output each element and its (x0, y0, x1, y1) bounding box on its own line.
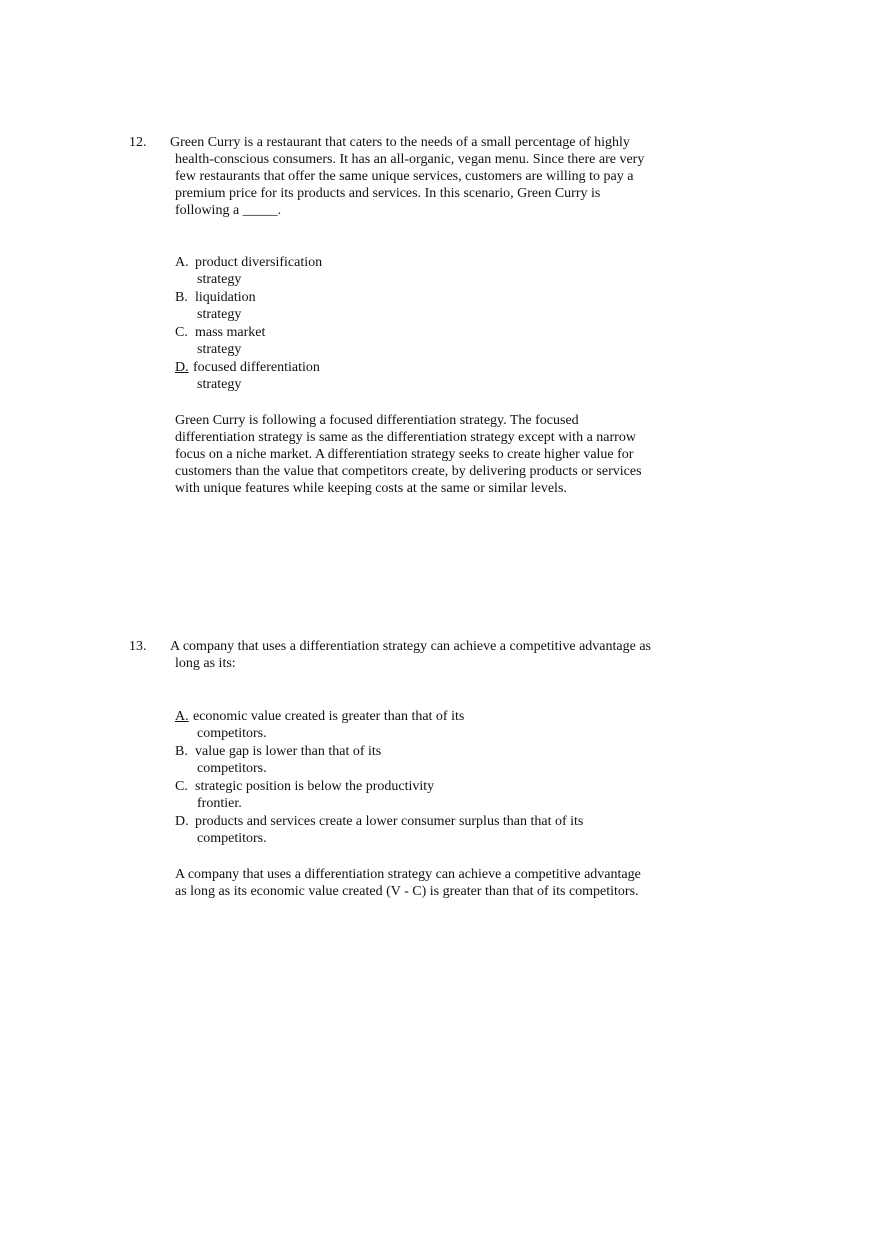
option-text-continued: strategy (197, 307, 242, 322)
option-text-continued: competitors. (197, 726, 267, 741)
option-d (175, 359, 655, 393)
option-letter: A. (175, 255, 189, 270)
option-text: liquidation (195, 290, 256, 305)
answer-explanation: Green Curry is following a focused differentiation strategy. The focused differentiation strategy is same as the differentiation strategy except with a narrow focus on a niche market. A differentiation strategy seeks to create higher value for customers than the value that competitors create, by delivering products or services with unique features while keeping costs at the same or similar levels. (175, 413, 642, 496)
option-a (175, 254, 655, 288)
correct-option-letter: A. (175, 709, 189, 724)
option-d (175, 813, 655, 847)
option-text-continued: strategy (197, 377, 242, 392)
option-text-continued: strategy (197, 272, 242, 287)
option-a (175, 708, 655, 742)
option-letter: C. (175, 325, 188, 340)
correct-option-letter: D. (175, 360, 189, 375)
option-letter: B. (175, 744, 188, 759)
option-text: economic value created is greater than that of its (193, 709, 465, 724)
question-number: 13. (129, 639, 147, 654)
option-text: strategic position is below the productivity (195, 779, 435, 794)
option-text-continued: strategy (197, 342, 242, 357)
question-stem: Green Curry is a restaurant that caters to the needs of a small percentage of highly health-conscious consumers. It has an all-organic, vegan menu. Since there are very few restaurants that offer the same unique services, customers are willing to pay a premium price for its products and services. In this scenario, Green Curry is following a _____. (170, 135, 645, 218)
option-b (175, 743, 655, 777)
option-text: value gap is lower than that of its (195, 744, 382, 759)
option-text: mass market (195, 325, 266, 340)
option-text: products and services create a lower consumer surplus than that of its (195, 814, 584, 829)
option-text: product diversification (195, 255, 323, 270)
answer-explanation: A company that uses a differentiation strategy can achieve a competitive advantage as long as its economic value created (V - C) is greater than that of its competitors. (175, 867, 641, 899)
option-letter: B. (175, 290, 188, 305)
option-text: focused differentiation (193, 360, 320, 375)
option-c (175, 324, 655, 358)
question-stem: A company that uses a differentiation strategy can achieve a competitive advantage as long as its: (170, 639, 651, 671)
option-text-continued: frontier. (197, 796, 242, 811)
option-text-continued: competitors. (197, 831, 267, 846)
answer-options (175, 708, 655, 848)
answer-options (175, 254, 655, 394)
option-letter: C. (175, 779, 188, 794)
option-text-continued: competitors. (197, 761, 267, 776)
option-c (175, 778, 655, 812)
question-number: 12. (129, 135, 147, 150)
option-letter: D. (175, 814, 189, 829)
option-b (175, 289, 655, 323)
